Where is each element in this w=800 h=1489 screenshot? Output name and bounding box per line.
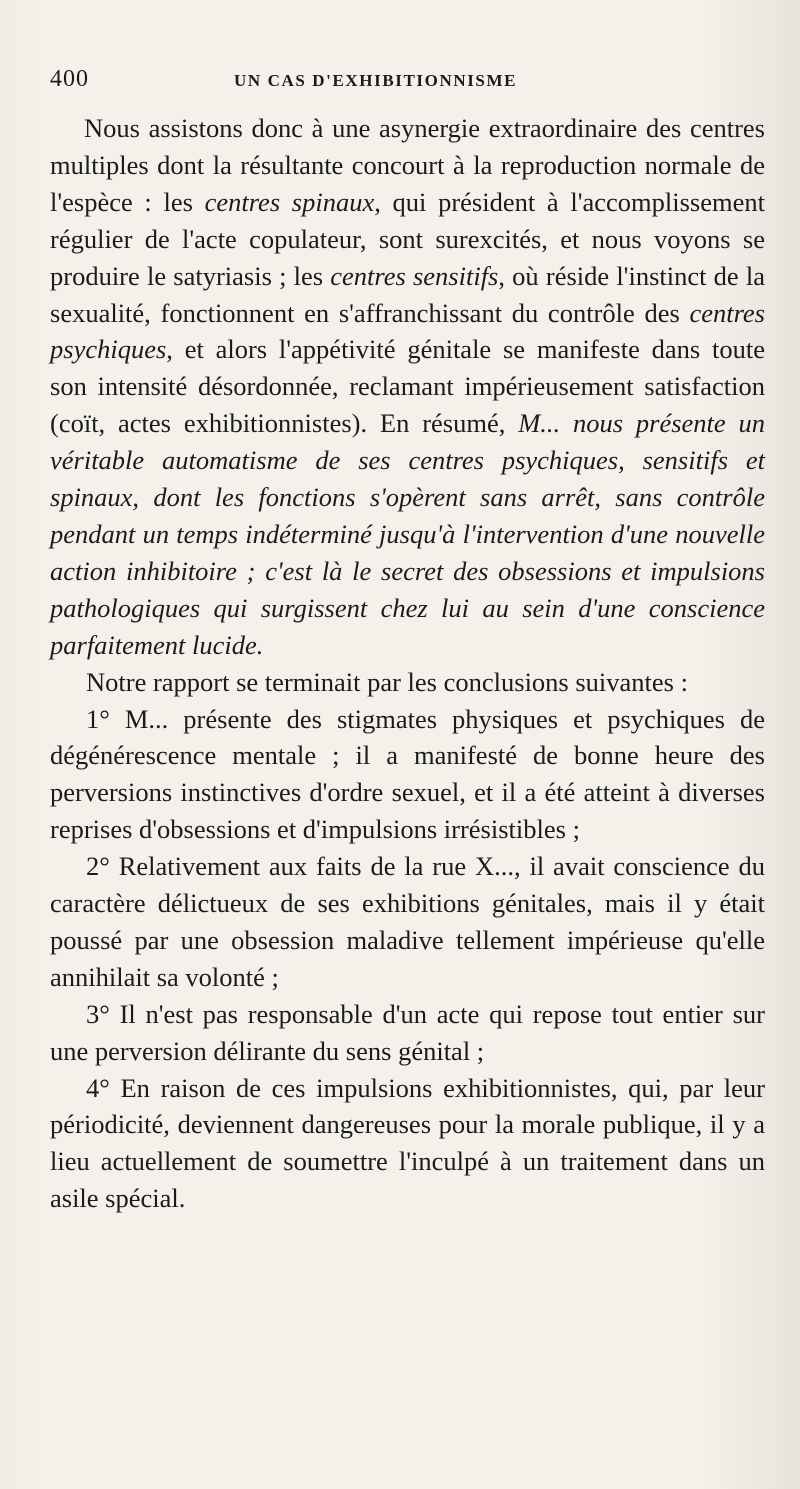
paragraph-1-text-g: , et alors l'appétivité génitale se manifeste dans toute son intensité désordonnée, reclamant impérieusement satisfaction (coït, actes exhibitionnistes). En résumé, [50, 334, 765, 439]
book-page [50, 66, 765, 1217]
paragraph-1-text-e: , où réside l'instinct de la sexualité, fonctionnent en s'affranchissant du contrôle des [50, 260, 765, 328]
running-title: UN CAS D'EXHIBITIONNISME [234, 71, 518, 90]
running-head [50, 66, 765, 110]
conclusion-4: 4° En raison de ces impulsions exhibitionnistes, qui, par leur périodicité, deviennent dangereuses pour la morale publique, il y a lieu actuellement de soumettre l'inculpé à un traitement dans un asile spécial. [50, 1072, 765, 1214]
italic-centres-sensitifs: centres sensitifs [330, 260, 499, 291]
paragraph-1-text-c: , qui président à l'accomplissement régulier de l'acte copulateur, sont surexcités, et nous voyons se produire le satyriasis ; les [50, 186, 765, 291]
paragraph-2: Notre rapport se terminait par les conclusions suivantes : [86, 666, 688, 697]
paragraph-1-text-a: Nous assistons donc à une asynergie extraordinaire des centres multiples dont la résultante concourt à la reproduction normale de l'espèce : les [50, 113, 765, 217]
italic-summary: M... nous présente un véritable automatisme de ses centres psychiques, sensitifs et spinaux, dont les fonctions s'opèrent sans arrêt, sans contrôle pendant un temps indéterminé jusqu'à l'intervention d'une nouvelle action inhibitoire ; c'est là le secret des obsessions et impulsions pathologiques qui surgissent chez lui au sein d'une conscience parfaitement lucide. [50, 408, 765, 660]
italic-centres-spinaux: centres spinaux [204, 186, 375, 217]
italic-centres-psychiques: centres psychiques [50, 297, 765, 365]
conclusion-3: 3° Il n'est pas responsable d'un acte qui repose tout entier sur une perversion délirante du sens génital ; [50, 998, 765, 1066]
conclusion-1: 1° M... présente des stigmates physiques et psychiques de dégénérescence mentale ; il a manifesté de bonne heure des perversions instinctives d'ordre sexuel, et il a été atteint à diverses reprises d'obsessions et d'impulsions irrésistibles ; [50, 703, 765, 845]
paragraph-1 [50, 110, 765, 664]
conclusion-2: 2° Relativement aux faits de la rue X..., il avait conscience du caractère délictueux de ses exhibitions génitales, mais il y était poussé par une obsession maladive tellement impérieuse qu'elle annihilait sa volonté ; [50, 851, 765, 992]
body-text [50, 110, 765, 1217]
page-number: 400 [50, 66, 89, 92]
